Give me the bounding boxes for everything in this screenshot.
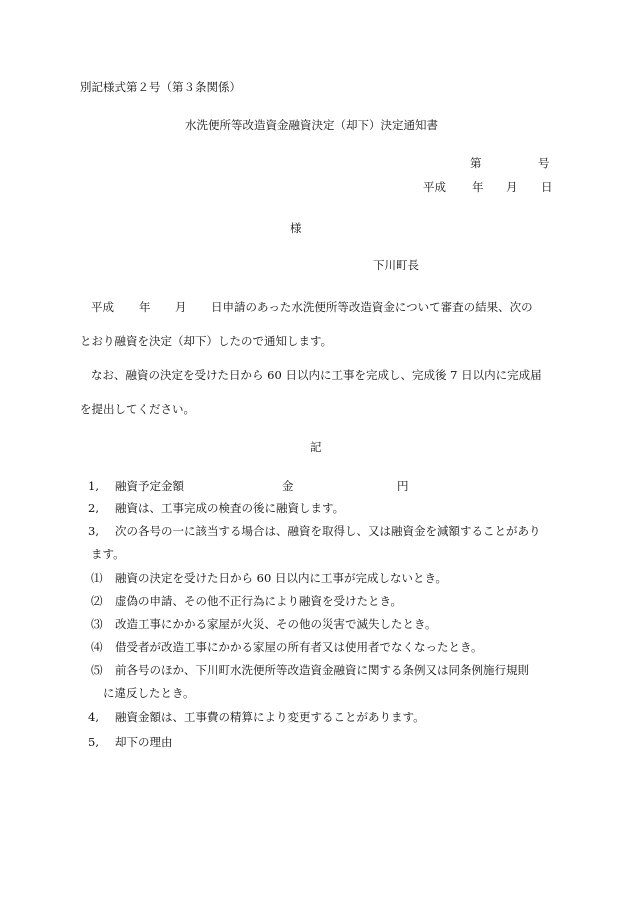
addressee-honorific: 様 (290, 221, 302, 235)
date-year: 年 (472, 180, 484, 194)
body-paragraph-1-line-2: とおり融資を決定（却下）したので通知します。 (80, 334, 333, 348)
item-1-number: 1, (88, 479, 99, 493)
item-4-text: 融資金額は、工事費の精算により変更することがあります。 (115, 710, 425, 724)
body-paragraph-1-line-1: 日申請のあった水洗便所等改造資金について審査の結果、次の (211, 300, 533, 314)
body-paragraph-2-line-2: を提出してください。 (80, 402, 195, 416)
item-4-number: 4, (88, 710, 99, 724)
ki-heading: 記 (310, 440, 322, 454)
item-2-text: 融資は、工事完成の検査の後に融資します。 (115, 501, 345, 515)
sub-item-5-text-line-1: 前各号のほか、下川町水洗便所等改造資金融資に関する条例又は同条例施行規則 (115, 663, 529, 677)
body-era: 平成 (91, 300, 114, 314)
date-day: 日 (541, 180, 553, 194)
item-1-yen: 円 (397, 479, 409, 493)
sub-item-3-number: ⑶ (91, 617, 103, 631)
item-5-text: 却下の理由 (115, 735, 173, 749)
sub-item-1-text: 融資の決定を受けた日から 60 日以内に工事が完成しないとき。 (115, 571, 447, 585)
item-5-number: 5, (88, 735, 99, 749)
sub-item-5-text-line-2: に違反したとき。 (103, 686, 195, 700)
sub-item-4-text: 借受者が改造工事にかかる家屋の所有者又は使用者でなくなったとき。 (115, 640, 483, 654)
sub-item-4-number: ⑷ (91, 640, 103, 654)
sub-item-5-number: ⑸ (91, 663, 103, 677)
item-2-number: 2, (88, 501, 99, 515)
item-3-text-line-1: 次の各号の一に該当する場合は、融資を取得し、又は融資金を減額することがあり (115, 524, 541, 538)
number-prefix: 第 (470, 156, 482, 170)
body-month: 月 (175, 300, 187, 314)
body-paragraph-2-line-1: なお、融資の決定を受けた日から 60 日以内に工事を完成し、完成後 7 日以内に完成届 (91, 368, 542, 382)
body-year: 年 (139, 300, 151, 314)
date-month: 月 (506, 180, 518, 194)
sender-name: 下川町長 (373, 258, 419, 272)
date-era: 平成 (423, 180, 446, 194)
item-3-number: 3, (88, 524, 99, 538)
item-1-kin: 金 (282, 479, 294, 493)
sub-item-2-number: ⑵ (91, 594, 103, 608)
sub-item-3-text: 改造工事にかかる家屋が火災、その他の災害で滅失したとき。 (115, 617, 437, 631)
item-3-text-line-2: ます。 (91, 547, 125, 561)
number-suffix: 号 (538, 156, 550, 170)
sub-item-2-text: 虚偽の申請、その他不正行為により融資を受けたとき。 (115, 594, 403, 608)
document-title: 水洗便所等改造資金融資決定（却下）決定通知書 (185, 118, 438, 132)
form-label: 別記様式第２号（第３条関係） (80, 80, 241, 94)
item-1-label: 融資予定金額 (115, 479, 184, 493)
sub-item-1-number: ⑴ (91, 571, 103, 585)
